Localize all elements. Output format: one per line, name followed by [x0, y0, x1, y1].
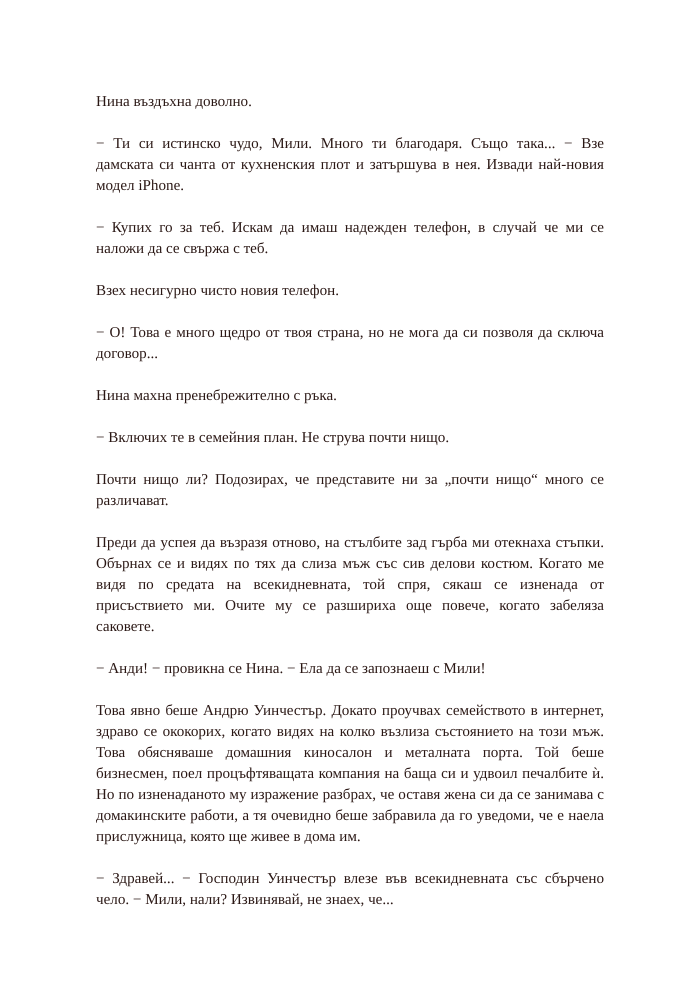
paragraph: − Купих го за теб. Искам да имаш надежден телефон, в случай че ми се наложи да се свържа с теб.: [96, 220, 604, 257]
body-text: [96, 92, 604, 911]
paragraph: Нина въздъхна доволно.: [96, 94, 252, 110]
paragraph: Това явно беше Андрю Уинчестър. Докато проучвах семейството в интернет, здраво се ококорих, когато видях на колко възлиза състоянието на този мъж. Това обясняваше домашния киносалон и металната порта. Той беше бизнесмен, поел процъфтяващата компания на баща си и удвоил печалбите ѝ. Но по изненаданото му изражение разбрах, че оставя жена си да се занимава с домакинските работи, а тя очевидно беше забравила да го уведоми, че е наела прислужница, която ще живее в дома им.: [96, 703, 604, 845]
paragraph: − Ти си истинско чудо, Мили. Много ти благодаря. Също така... − Взе дамската си чанта от кухненския плот и затършува в нея. Извади най-новия модел iPhone.: [96, 136, 604, 194]
paragraph: Преди да успея да възразя отново, на стълбите зад гърба ми отекнаха стъпки. Обърнах се и видях по тях да слиза мъж със сив делови костюм. Когато ме видя по средата на всекидневната, той спря, сякаш се изненада от присъствието ми. Очите му се разшириха още повече, когато забеляза саковете.: [96, 535, 604, 635]
paragraph: − О! Това е много щедро от твоя страна, но не мога да си позволя да сключа договор...: [96, 325, 604, 362]
paragraph: − Включих те в семейния план. Не струва почти нищо.: [96, 430, 450, 446]
paragraph: − Здравей... − Господин Уинчестър влезе във всекидневната със сбърчено чело. − Мили, нали? Извинявай, не знаех, че...: [96, 871, 604, 908]
paragraph: − Анди! − провикна се Нина. − Ела да се запознаеш с Мили!: [96, 661, 486, 677]
paragraph: Почти нищо ли? Подозирах, че представите ни за „почти нищо“ много се различават.: [96, 472, 604, 509]
paragraph: Нина махна пренебрежително с ръка.: [96, 388, 337, 404]
paragraph: Взех несигурно чисто новия телефон.: [96, 283, 339, 299]
